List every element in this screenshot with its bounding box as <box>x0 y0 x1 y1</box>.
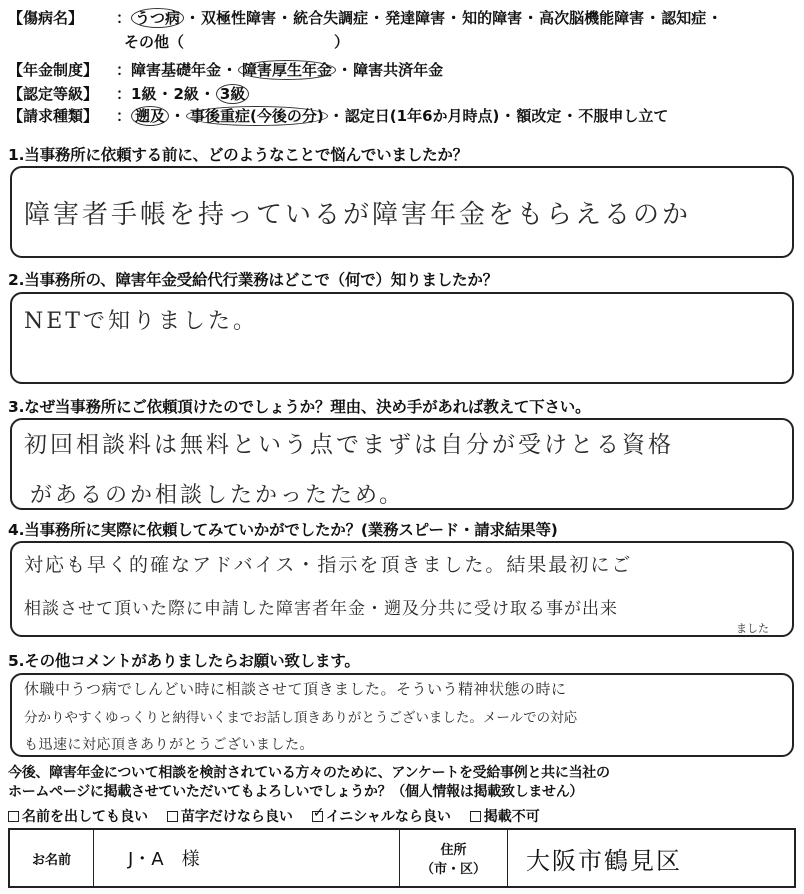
question-5: 5.その他コメントがありましたらお願い致します。 <box>8 652 360 670</box>
answer-4-line-3: ました <box>736 622 769 635</box>
grade-row: 【認定等級】 ：1級・2級・ 3級 <box>8 84 249 104</box>
disease-row: 【傷病名】 ： うつ病 ・双極性障害・統合失調症・発達障害・知的障害・高次脳機能障害・認知症・ <box>8 9 723 27</box>
disease-option: 高次脳機能障害 <box>539 9 645 27</box>
consent-option-none[interactable]: 掲載不可 <box>470 809 540 825</box>
pension-option-selected: 障害厚生年金 <box>238 60 336 80</box>
disease-option: 双極性障害 <box>201 9 277 27</box>
question-4: 4.当事務所に実際に依頼してみていかがでしたか？(業務スピード・請求結果等) <box>8 521 558 539</box>
disease-option: 発達障害 <box>385 9 446 27</box>
disease-option: 知的障害 <box>462 9 523 27</box>
answer-5-line-3: も迅速に対応頂きありがとうございました。 <box>24 737 314 753</box>
consent-line-1: 今後、障害年金について相談を検討されている方々のために、アンケートを受給事例と共に当社の <box>8 765 610 781</box>
disease-option-other: その他（ <box>124 33 185 51</box>
checkbox-checked-icon[interactable] <box>312 811 323 822</box>
consent-line-2: ホームページに掲載させていただいてもよろしいでしょうか？（個人情報は掲載致しません） <box>8 784 584 800</box>
claim-option-selected: 遡及 <box>131 106 169 126</box>
pension-option: 障害共済年金 <box>353 61 444 79</box>
answer-5-line-2: 分かりやすくゆっくりと納得いくまでお話し頂きありがとうございました。メールでの対応 <box>24 710 578 726</box>
answer-1-line-1: 障害者手帳を持っているが障害年金をもらえるのか <box>24 200 692 230</box>
disease-label: 【傷病名】 <box>8 9 84 27</box>
pension-option: 障害基礎年金 <box>131 61 222 79</box>
claim-label: 【請求種類】 <box>8 107 99 125</box>
answer-3-line-1: 初回相談料は無料という点でまずは自分が受けとる資格 <box>24 432 674 458</box>
checkbox-icon[interactable] <box>8 811 19 822</box>
answer-4-line-2: 相談させて頂いた際に申請した障害者年金・遡及分共に受け取る事が出来 <box>24 599 618 619</box>
question-1: 1.当事務所に依頼する前に、どのようなことで悩んでいましたか？ <box>8 146 468 164</box>
grade-option: 1級 <box>131 85 157 103</box>
claim-option: 額改定 <box>516 107 562 125</box>
pension-row: 【年金制度】 ：障害基礎年金・ 障害厚生年金 ・障害共済年金 <box>8 61 444 79</box>
disease-option-selected: うつ病 <box>131 8 184 28</box>
name-label: お名前 <box>10 830 94 886</box>
address-label: 住所 （市・区） <box>400 830 508 886</box>
address-value: 大阪市鶴見区 <box>526 846 682 875</box>
question-2: 2.当事務所の、障害年金受給代行業務はどこで（何で）知りましたか？ <box>8 271 498 289</box>
consent-option-full-name[interactable]: 名前を出しても良い <box>8 809 148 825</box>
claim-option: 不服申し立て <box>578 107 669 125</box>
checkbox-icon[interactable] <box>167 811 178 822</box>
grade-option: 2級 <box>173 85 199 103</box>
answer-3-line-2: があるのか相談したかったため。 <box>30 483 405 508</box>
claim-option: 認定日(1年6か月時点) <box>344 107 500 125</box>
answer-5-line-1: 休職中うつ病でしんどい時に相談させて頂きました。そういう精神状態の時に <box>24 680 567 698</box>
grade-label: 【認定等級】 <box>8 85 99 103</box>
disease-option: 統合失調症 <box>293 9 369 27</box>
checkbox-icon[interactable] <box>470 811 481 822</box>
consent-option-surname[interactable]: 苗字だけなら良い <box>167 809 293 825</box>
name-value: J・A 様 <box>94 830 400 886</box>
pension-label: 【年金制度】 <box>8 61 99 79</box>
claim-row: 【請求種類】 ： 遡及 ・ 事後重症(今後の分) ・認定日(1年6か月時点)・額改定・不服申し立て <box>8 107 669 125</box>
consent-option-initials[interactable]: ✓ イニシャルなら良い <box>312 809 451 825</box>
disease-row-other: その他（ ） <box>124 33 350 51</box>
footer-table <box>8 828 796 888</box>
consent-options <box>8 806 554 826</box>
answer-2-line-1: NETで知りました。 <box>24 309 258 334</box>
claim-option-selected: 事後重症(今後の分) <box>186 106 328 126</box>
question-3: 3.なぜ当事務所にご依頼頂けたのでしょうか？理由、決め手があれば教えて下さい。 <box>8 398 591 416</box>
answer-4-line-1: 対応も早く的確なアドバイス・指示を頂きました。結果最初にご <box>24 554 633 576</box>
disease-option: 認知症 <box>661 9 707 27</box>
grade-option-selected: 3級 <box>216 84 249 104</box>
